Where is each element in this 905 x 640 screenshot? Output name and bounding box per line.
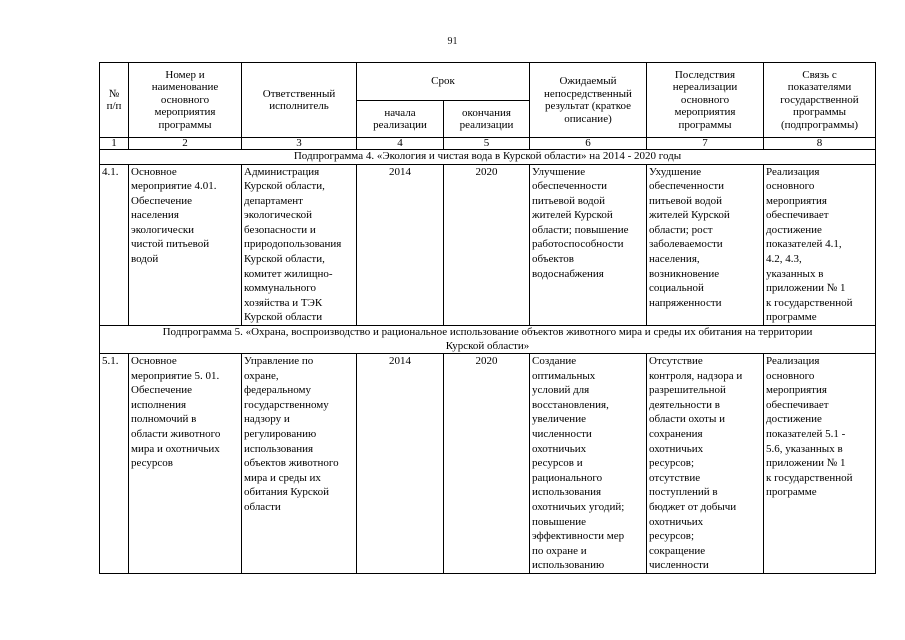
term-end: 2020 [444,354,530,574]
measure-name: Основное мероприятие 5. 01. Обеспечение исполнения полномочий в области животного мира и охотничьих ресурсов [129,354,242,574]
expected-result: Создание оптимальных условий для восстановления, увеличение численности охотничьих ресурсов и рационального использования охотничьих угодий; повышение эффективности мер по охране и использованию [530,354,647,574]
column-number: 8 [764,138,876,150]
column-number: 7 [647,138,764,150]
row-number: 5.1. [100,354,129,574]
executor: Управление по охране, федеральному государственному надзору и регулированию использования объектов животного мира и среды их обитания Курской области [242,354,357,574]
consequences: Отсутствие контроля, надзора и разрешительной деятельности в области охоты и сохранения охотничьих ресурсов; отсутствие поступлений в бюджет от добычи охотничьих ресурсов; сокращение численности [647,354,764,574]
page-number: 91 [447,36,458,47]
header-executor: Ответственный исполнитель [242,63,357,138]
consequences: Ухудшение обеспеченности питьевой водой жителей Курской области; рост заболеваемости населения, возникновение социальной напряженности [647,164,764,326]
header-term-start: начала реализации [357,101,444,138]
header-consequences: Последствия нереализации основного мероприятия программы [647,63,764,138]
column-number: 5 [444,138,530,150]
header-number: № п/п [100,63,129,138]
header-measure-name: Номер и наименование основного мероприятия программы [129,63,242,138]
column-number: 2 [129,138,242,150]
measures-table [99,62,876,574]
table-row [100,354,876,574]
header-expected-result: Ожидаемый непосредственный результат (краткое описание) [530,63,647,138]
header-term-end: окончания реализации [444,101,530,138]
column-number: 3 [242,138,357,150]
table-row [100,164,876,326]
column-numbers-row [100,138,876,150]
measure-name: Основное мероприятие 4.01. Обеспечение населения экологически чистой питьевой водой [129,164,242,326]
expected-result: Улучшение обеспеченности питьевой водой жителей Курской области; повышение работоспособности объектов водоснабжения [530,164,647,326]
header-indicator-link: Связь с показателями государственной программы (подпрограммы) [764,63,876,138]
column-number: 4 [357,138,444,150]
indicator-link: Реализация основного мероприятия обеспечивает достижение показателей 4.1, 4.2, 4.3, указанных в приложении № 1 к государственной программе [764,164,876,326]
header-term: Срок [357,63,530,101]
term-end: 2020 [444,164,530,326]
term-start: 2014 [357,354,444,574]
row-number: 4.1. [100,164,129,326]
term-start: 2014 [357,164,444,326]
subprogram-5-title: Подпрограмма 5. «Охрана, воспроизводство и рациональное использование объектов животного мира и среды их обитания на территории Курской области» [100,326,876,354]
indicator-link: Реализация основного мероприятия обеспечивает достижение показателей 5.1 - 5.6, указанных в приложении № 1 к государственной программе [764,354,876,574]
subprogram-4-title: Подпрограмма 4. «Экология и чистая вода в Курской области» на 2014 - 2020 годы [100,150,876,165]
executor: Администрация Курской области, департамент экологической безопасности и природопользования Курской области, комитет жилищно- коммунального хозяйства и ТЭК Курской области [242,164,357,326]
column-number: 6 [530,138,647,150]
column-number: 1 [100,138,129,150]
